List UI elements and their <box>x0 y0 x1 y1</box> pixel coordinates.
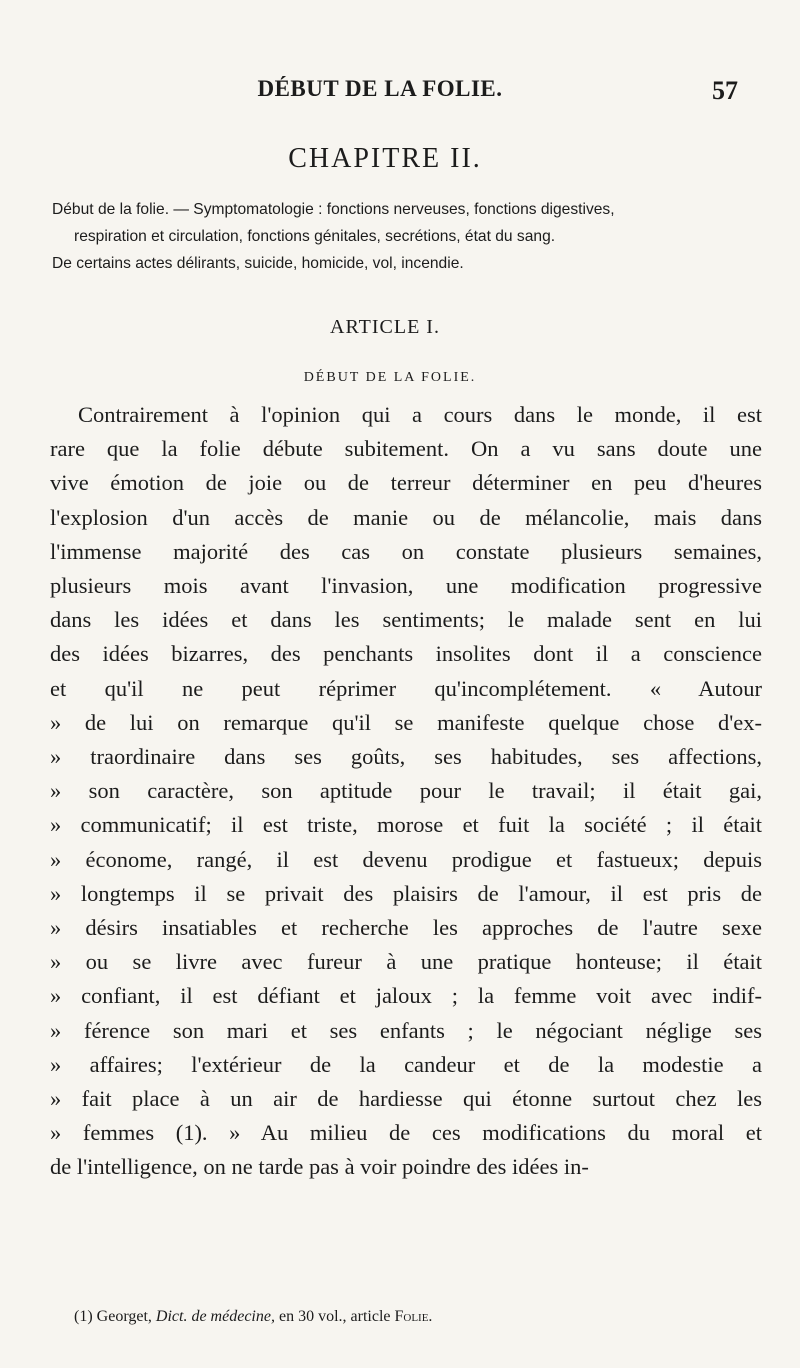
footnote-details: en 30 vol., article <box>278 1308 391 1325</box>
footnote-work: Dict. de médecine, <box>155 1308 275 1325</box>
article-subtitle: DÉBUT DE LA FOLIE. <box>303 370 477 385</box>
summary-line: respiration et circulation, fonctions génitales, secrétions, état du sang. <box>74 228 556 245</box>
footnote-entry: Folie. <box>394 1308 433 1325</box>
footnote-marker: (1) <box>74 1308 93 1325</box>
text-line: et qu'il ne peut réprimer qu'incomplétement. « Autour <box>50 675 762 701</box>
text-line: » ou se livre avec fureur à une pratique honteuse; il était <box>50 949 762 975</box>
text-line: » fait place à un air de hardiesse qui étonne surtout chez les <box>50 1086 762 1112</box>
text-line: » affaires; l'extérieur de la candeur et de la modestie a <box>50 1051 762 1077</box>
page-number: 57 <box>712 76 738 105</box>
article-title: ARTICLE I. <box>330 316 440 338</box>
text-line: l'immense majorité des cas on constate plusieurs semaines, <box>50 538 762 564</box>
footnote-author: Georget, <box>96 1308 152 1325</box>
text-line: Contrairement à l'opinion qui a cours dans le monde, il est <box>78 402 762 427</box>
text-line: » de lui on remarque qu'il se manifeste quelque chose d'ex- <box>50 709 762 735</box>
text-line: rare que la folie débute subitement. On a vu sans doute une <box>50 436 762 462</box>
text-line: » confiant, il est défiant et jaloux ; la femme voit avec indif- <box>50 983 762 1009</box>
text-line: plusieurs mois avant l'invasion, une modification progressive <box>50 573 762 599</box>
summary-line: De certains actes délirants, suicide, homicide, vol, incendie. <box>52 255 464 272</box>
text-line: » économe, rangé, il est devenu prodigue et fastueux; depuis <box>50 846 762 872</box>
text-line: » férence son mari et ses enfants ; le négociant néglige ses <box>50 1017 762 1043</box>
text-line: » désirs insatiables et recherche les approches de l'autre sexe <box>50 915 762 941</box>
chapter-title: CHAPITRE II. <box>288 143 482 174</box>
text-line: des idées bizarres, des penchants insolites dont il a conscience <box>50 641 762 667</box>
body-paragraph <box>50 398 762 1185</box>
text-line: de l'intelligence, on ne tarde pas à voir poindre des idées in- <box>50 1154 589 1180</box>
summary-line: Début de la folie. — Symptomatologie : fonctions nerveuses, fonctions digestives, <box>52 201 615 218</box>
text-line: » traordinaire dans ses goûts, ses habitudes, ses affections, <box>50 744 762 770</box>
chapter-summary <box>52 196 757 277</box>
text-line: » longtemps il se privait des plaisirs de l'amour, il est pris de <box>50 880 762 906</box>
text-line: vive émotion de joie ou de terreur déterminer en peu d'heures <box>50 470 762 496</box>
text-line: l'explosion d'un accès de manie ou de mélancolie, mais dans <box>50 504 762 530</box>
running-head <box>0 76 800 106</box>
footnote <box>74 1308 774 1326</box>
text-line: » son caractère, son aptitude pour le travail; il était gai, <box>50 778 762 804</box>
running-title: DÉBUT DE LA FOLIE. <box>257 76 503 101</box>
text-line: dans les idées et dans les sentiments; le malade sent en lui <box>50 607 762 633</box>
text-line: » femmes (1). » Au milieu de ces modifications du moral et <box>50 1120 762 1146</box>
text-line: » communicatif; il est triste, morose et fuit la société ; il était <box>50 812 762 838</box>
